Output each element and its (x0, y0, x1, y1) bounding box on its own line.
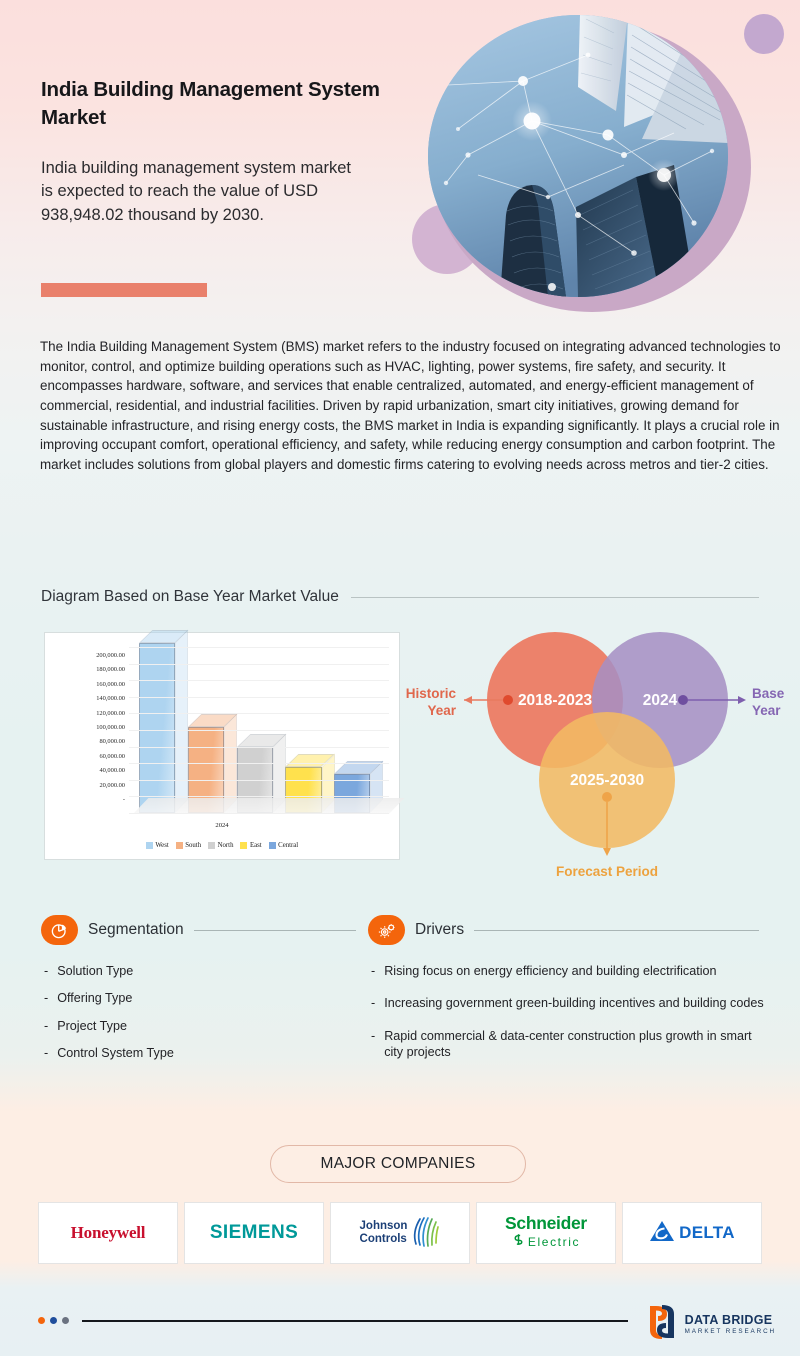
bullet-text: Rising focus on energy efficiency and building electrification (384, 964, 717, 978)
chart-y-tick: 20,000.00 (99, 781, 125, 789)
chart-floor (133, 798, 404, 814)
chart-plot-area (129, 647, 389, 813)
logo-honeywell: Honeywell (38, 1202, 178, 1264)
legend-label: South (185, 842, 202, 849)
delta-triangle-icon (649, 1219, 675, 1248)
legend-label: East (249, 842, 262, 849)
legend-label: West (155, 842, 169, 849)
legend-swatch (269, 842, 276, 849)
footer-rule (82, 1320, 628, 1322)
svg-text:Year: Year (752, 703, 781, 718)
chart-gridline (129, 730, 389, 731)
bullet-dash: - (371, 1028, 376, 1043)
diagram-section-title: Diagram Based on Base Year Market Value (41, 588, 339, 605)
segmentation-list (44, 963, 344, 1072)
chart-category-label: 2024 (215, 822, 229, 829)
bullet-text: Rapid commercial & data-center construction plus growth in smart city projects (384, 1028, 752, 1060)
chart-gridline (129, 664, 389, 665)
chart-gridline (129, 780, 389, 781)
bullet-dash: - (44, 991, 49, 1006)
footer-dot (62, 1317, 69, 1324)
chart-gridline (129, 697, 389, 698)
bar-chart-card (44, 632, 400, 860)
bullet-dash: - (44, 964, 49, 978)
legend-label: North (217, 842, 234, 849)
drivers-title: Drivers (415, 921, 465, 938)
drivers-list (371, 963, 771, 1076)
data-bridge-mark-icon (645, 1304, 679, 1345)
gears-icon (368, 915, 405, 945)
chart-gridline (129, 713, 389, 714)
major-companies-pill (270, 1145, 526, 1183)
chart-y-tick: 120,000.00 (96, 709, 125, 717)
bullet-dash: - (44, 1018, 49, 1033)
svg-text:Year: Year (427, 703, 456, 718)
venn-label-base: 2024 (642, 692, 678, 709)
chart-legend-item (146, 842, 169, 849)
venn-diagram (400, 628, 800, 890)
bullet-dash: - (371, 996, 376, 1011)
chart-gridline (129, 747, 389, 748)
segmentation-header (41, 915, 356, 945)
footer-dots (38, 1317, 69, 1324)
chart-legend-item (176, 842, 201, 849)
bar-front (139, 643, 175, 813)
legend-label: Central (278, 842, 299, 849)
legend-swatch (176, 842, 183, 849)
chart-legend-item (208, 842, 233, 849)
chart-gridline (129, 796, 389, 797)
chart-y-tick: 80,000.00 (99, 738, 125, 746)
svg-text:Base: Base (752, 686, 785, 701)
chart-y-tick: 60,000.00 (99, 752, 125, 760)
bar-side (175, 629, 188, 813)
logo-delta: DELTA (622, 1202, 762, 1264)
diagram-section-rule (351, 597, 759, 598)
chart-legend (45, 842, 399, 849)
page-subtitle: India building management system market is expected to reach the value of USD 938,948.02 thousand by 2030. (41, 159, 351, 224)
footer-dot (50, 1317, 57, 1324)
chart-y-tick: 160,000.00 (96, 680, 125, 688)
schneider-mark-icon (512, 1233, 525, 1251)
diagram-section-header (41, 588, 759, 606)
legend-swatch (240, 842, 247, 849)
bullet-text: Offering Type (57, 991, 133, 1006)
page-footer (0, 1300, 800, 1356)
chart-gridline (129, 680, 389, 681)
chart-y-tick: 100,000.00 (96, 723, 125, 731)
list-item (371, 963, 771, 979)
pie-chart-icon (41, 915, 78, 945)
bullet-text: Control System Type (57, 1046, 174, 1061)
list-item (44, 1018, 344, 1034)
chart-gridline (129, 813, 389, 814)
chart-legend-item (240, 842, 261, 849)
chart-y-tick: 40,000.00 (99, 767, 125, 775)
chart-y-tick: 140,000.00 (96, 695, 125, 703)
logo-schneider-electric: Schneider Electric (476, 1202, 616, 1264)
chart-bar-west (139, 643, 175, 813)
accent-bar (41, 283, 207, 297)
venn-label-historic: 2018-2023 (517, 692, 593, 709)
svg-text:Forecast Period: Forecast Period (555, 864, 659, 879)
list-item (371, 1028, 771, 1061)
legend-swatch (208, 842, 215, 849)
bullet-text: Solution Type (57, 964, 134, 978)
logo-siemens: SIEMENS (184, 1202, 324, 1264)
overview-paragraph: The India Building Management System (BMS) market refers to the industry focused on integrating advanced technologies to monitor, control, and optimize building operations such as HVAC, lighting, power systems, fire safety, and security. It encompasses hardware, software, and services that enable centralized, automated, and energy-efficient management of commercial, residential, and industrial facilities. Driven by rapid urbanization, smart city initiatives, growing demand for sustainable infrastructure, and rising energy costs, the BMS market in India is expanding significantly. It plays a crucial role in improving occupant comfort, operational efficiency, and safety, while reducing energy consumption and carbon footprint. The market includes solutions from global players and domestic firms catering to evolving needs across metros and tier-2 cities. (40, 339, 781, 472)
data-bridge-logo: DATA BRIDGE MARKET RESEARCH (645, 1304, 776, 1345)
footer-dot (38, 1317, 45, 1324)
list-item (371, 995, 771, 1011)
chart-legend-item (269, 842, 299, 849)
venn-label-forecast: 2025-2030 (569, 772, 645, 789)
svg-text:Historic: Historic (405, 686, 456, 701)
chart-y-tick: 200,000.00 (96, 652, 125, 659)
chart-y-axis (53, 649, 125, 807)
chart-y-tick: 180,000.00 (96, 666, 125, 674)
list-item (44, 1045, 344, 1061)
company-logo-row (38, 1202, 762, 1264)
chart-gridline (129, 647, 389, 648)
johnson-controls-swirl-icon (410, 1214, 440, 1253)
hero-image-container (425, 12, 755, 312)
list-item (44, 963, 344, 979)
chart-y-tick: - (122, 795, 125, 803)
legend-swatch (146, 842, 153, 849)
bullet-text: Project Type (57, 1018, 127, 1033)
segmentation-rule (194, 930, 356, 931)
logo-johnson-controls: Johnson Controls (330, 1202, 470, 1264)
drivers-header (368, 915, 759, 945)
bullet-dash: - (44, 1046, 49, 1061)
hero-building-network-image (428, 15, 728, 297)
drivers-rule (474, 930, 759, 931)
page-title: India Building Management System Market (41, 78, 380, 129)
bullet-dash: - (371, 964, 376, 978)
bullet-text: Increasing government green-building incentives and building codes (384, 996, 764, 1011)
list-item (44, 990, 344, 1006)
chart-gridline (129, 763, 389, 764)
segmentation-title: Segmentation (88, 921, 184, 938)
major-companies-label: MAJOR COMPANIES (320, 1155, 476, 1172)
